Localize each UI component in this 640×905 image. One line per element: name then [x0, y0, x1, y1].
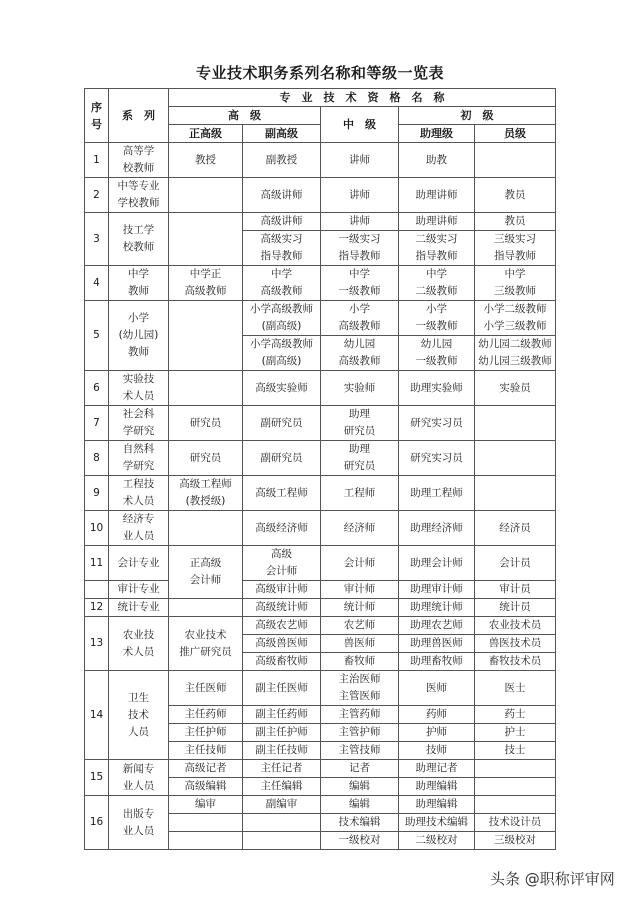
cell-mid: 助理 研究员: [321, 406, 399, 441]
cell-mid: 中学 一级教师: [321, 266, 399, 301]
cell-series: 审计专业: [109, 581, 169, 599]
cell-assist: 助理实验师: [399, 371, 475, 406]
cell-full: [169, 371, 243, 406]
cell-full: 高级编辑: [169, 778, 243, 796]
cell-full: 高级工程师 (教授级): [169, 476, 243, 511]
cell-no: 2: [85, 178, 109, 213]
table-row: [85, 266, 556, 301]
cell-series: 会计专业: [109, 546, 169, 581]
cell-vice: 高级实习 指导教师: [243, 231, 321, 266]
cell-vice: 副研究员: [243, 406, 321, 441]
cell-series: 统计专业: [109, 599, 169, 617]
cell-mid: 助理 研究员: [321, 441, 399, 476]
cell-vice: 高级工程师: [243, 476, 321, 511]
table-row: [85, 476, 556, 511]
cell-mid: 讲师: [321, 143, 399, 178]
cell-vice: 副研究员: [243, 441, 321, 476]
cell-member: 畜牧技术员: [475, 653, 556, 671]
cell-mid: 农艺师: [321, 617, 399, 635]
cell-no: 16: [85, 796, 109, 850]
cell-no: 3: [85, 213, 109, 266]
cell-mid: 经济师: [321, 511, 399, 546]
table-row: [85, 599, 556, 617]
cell-mid: 一级校对: [321, 832, 399, 850]
cell-assist: 助理技术编辑: [399, 814, 475, 832]
cell-mid: 工程师: [321, 476, 399, 511]
cell-vice: 副教授: [243, 143, 321, 178]
cell-full: 农业技术 推广研究员: [169, 617, 243, 671]
cell-assist: 护师: [399, 724, 475, 742]
table-row: [85, 143, 556, 178]
cell-member: 三级校对: [475, 832, 556, 850]
cell-full: 主任医师: [169, 671, 243, 706]
cell-series: 中学 教师: [109, 266, 169, 301]
header-full-senior: 正高级: [169, 125, 243, 143]
cell-member: 幼儿园二级教师 幼儿园三级教师: [475, 336, 556, 371]
cell-mid: 统计师: [321, 599, 399, 617]
cell-member: 统计员: [475, 599, 556, 617]
cell-no: 15: [85, 760, 109, 796]
cell-member: 技术设计员: [475, 814, 556, 832]
cell-member: 农业技术员: [475, 617, 556, 635]
cell-full: [169, 178, 243, 213]
cell-mid: 记者: [321, 760, 399, 778]
cell-full: 高级记者: [169, 760, 243, 778]
cell-full: [169, 832, 243, 850]
cell-no: 8: [85, 441, 109, 476]
cell-member: 实验员: [475, 371, 556, 406]
cell-series: 经济专 业人员: [109, 511, 169, 546]
cell-full: 主任护师: [169, 724, 243, 742]
table-row: [85, 581, 556, 599]
cell-no: 7: [85, 406, 109, 441]
cell-member: 小学二级教师 小学三级教师: [475, 301, 556, 336]
cell-member: [475, 760, 556, 778]
cell-mid: 实验师: [321, 371, 399, 406]
cell-member: [475, 143, 556, 178]
table-row: [85, 213, 556, 231]
cell-vice: 高级统计师: [243, 599, 321, 617]
cell-full: 主任药师: [169, 706, 243, 724]
cell-no: 12: [85, 599, 109, 617]
cell-vice: 副主任医师: [243, 671, 321, 706]
cell-mid: 小学 高级教师: [321, 301, 399, 336]
cell-vice: 副编审: [243, 796, 321, 814]
cell-member: 会计员: [475, 546, 556, 581]
cell-full: [169, 511, 243, 546]
cell-mid: 技术编辑: [321, 814, 399, 832]
cell-full: 中学正 高级教师: [169, 266, 243, 301]
page-title: 专业技术职务系列名称和等级一览表: [195, 64, 444, 82]
cell-vice: 主任记者: [243, 760, 321, 778]
table-row: [85, 511, 556, 546]
cell-assist: 医师: [399, 671, 475, 706]
cell-assist: 中学 二级教师: [399, 266, 475, 301]
cell-member: 兽医技术员: [475, 635, 556, 653]
cell-member: [475, 778, 556, 796]
cell-no: 14: [85, 671, 109, 760]
cell-vice: [243, 832, 321, 850]
cell-assist: 助理统计师: [399, 599, 475, 617]
cell-member: [475, 441, 556, 476]
table-row: [85, 671, 556, 706]
table-row: [85, 371, 556, 406]
cell-vice: 高级畜牧师: [243, 653, 321, 671]
cell-series: 工程技 术人员: [109, 476, 169, 511]
cell-member: 医士: [475, 671, 556, 706]
cell-member: 教员: [475, 213, 556, 231]
cell-full: 教授: [169, 143, 243, 178]
cell-assist: 研究实习员: [399, 441, 475, 476]
cell-mid: 主管技师: [321, 742, 399, 760]
cell-full: [169, 814, 243, 832]
cell-full: 研究员: [169, 406, 243, 441]
cell-vice: 高级讲师: [243, 213, 321, 231]
header-senior: 高 级: [169, 107, 321, 125]
cell-no: 9: [85, 476, 109, 511]
cell-assist: 助理编辑: [399, 778, 475, 796]
cell-assist: 助理讲师: [399, 178, 475, 213]
cell-assist: 助理审计师: [399, 581, 475, 599]
cell-member: [475, 406, 556, 441]
cell-no: 13: [85, 617, 109, 671]
cell-mid: 主治医师 主管医师: [321, 671, 399, 706]
cell-member: [475, 796, 556, 814]
cell-series: 中等专业 学校教师: [109, 178, 169, 213]
cell-member: 技士: [475, 742, 556, 760]
cell-series: 卫生 技术 人员: [109, 671, 169, 760]
table-row: [85, 406, 556, 441]
cell-vice: 主任编辑: [243, 778, 321, 796]
cell-mid: 兽医师: [321, 635, 399, 653]
cell-vice: 高级农艺师: [243, 617, 321, 635]
cell-mid: 审计师: [321, 581, 399, 599]
cell-member: 三级实习 指导教师: [475, 231, 556, 266]
cell-series: 农业技 术人员: [109, 617, 169, 671]
cell-member: 经济员: [475, 511, 556, 546]
cell-mid: 主管药师: [321, 706, 399, 724]
header-member: 员级: [475, 125, 556, 143]
cell-full: [169, 301, 243, 371]
cell-vice: 小学高级教师 (副高级): [243, 301, 321, 336]
cell-series: 新闻专 业人员: [109, 760, 169, 796]
cell-vice: 高级审计师: [243, 581, 321, 599]
table-row: [85, 441, 556, 476]
cell-mid: 主管护师: [321, 724, 399, 742]
cell-assist: 助理畜牧师: [399, 653, 475, 671]
cell-vice: 副主任技师: [243, 742, 321, 760]
header-qualification: 专 业 技 术 资 格 名 称: [169, 89, 556, 107]
cell-series: 出版专 业人员: [109, 796, 169, 850]
cell-vice: 高级 会计师: [243, 546, 321, 581]
cell-vice: 副主任护师: [243, 724, 321, 742]
cell-mid: 讲师: [321, 178, 399, 213]
header-middle: 中 级: [321, 107, 399, 143]
cell-series: 实验技 术人员: [109, 371, 169, 406]
cell-full: 编审: [169, 796, 243, 814]
table-row: [85, 301, 556, 336]
cell-assist: 二级实习 指导教师: [399, 231, 475, 266]
cell-mid: 畜牧师: [321, 653, 399, 671]
cell-assist: 助理编辑: [399, 796, 475, 814]
cell-member: 教员: [475, 178, 556, 213]
cell-assist: 助理农艺师: [399, 617, 475, 635]
cell-full: [169, 213, 243, 266]
cell-full: 主任技师: [169, 742, 243, 760]
cell-vice: 副主任药师: [243, 706, 321, 724]
header-vice-senior: 副高级: [243, 125, 321, 143]
cell-full: [169, 599, 243, 617]
cell-vice: 高级经济师: [243, 511, 321, 546]
cell-full: 研究员: [169, 441, 243, 476]
cell-series: 高等学 校教师: [109, 143, 169, 178]
cell-no: 1: [85, 143, 109, 178]
cell-vice: 小学高级教师 (副高级): [243, 336, 321, 371]
cell-assist: 助理经济师: [399, 511, 475, 546]
cell-series: 社会科 学研究: [109, 406, 169, 441]
cell-vice: 中学 高级教师: [243, 266, 321, 301]
table-row: [85, 617, 556, 635]
cell-assist: 二级校对: [399, 832, 475, 850]
cell-no: 6: [85, 371, 109, 406]
cell-assist: 研究实习员: [399, 406, 475, 441]
cell-no: 5: [85, 301, 109, 371]
table-row: [85, 178, 556, 213]
cell-mid: 编辑: [321, 778, 399, 796]
cell-member: 药士: [475, 706, 556, 724]
qualification-table: [84, 88, 556, 850]
cell-series: 自然科 学研究: [109, 441, 169, 476]
cell-mid: 会计师: [321, 546, 399, 581]
watermark: 头条 @职称评审网: [490, 870, 615, 888]
cell-series: 小学 (幼儿园) 教师: [109, 301, 169, 371]
cell-mid: 讲师: [321, 213, 399, 231]
cell-no: 10: [85, 511, 109, 546]
cell-assist: 助理记者: [399, 760, 475, 778]
cell-mid: 编辑: [321, 796, 399, 814]
cell-assist: 助理会计师: [399, 546, 475, 581]
cell-series: 技工学 校教师: [109, 213, 169, 266]
header-series: 系 列: [109, 89, 169, 143]
cell-vice: 高级讲师: [243, 178, 321, 213]
cell-vice: 高级兽医师: [243, 635, 321, 653]
table-row: [85, 546, 556, 581]
header-no: 序 号: [85, 89, 109, 143]
table-row: [85, 760, 556, 778]
cell-no: 4: [85, 266, 109, 301]
cell-assist: 助教: [399, 143, 475, 178]
cell-full: 正高级 会计师: [169, 546, 243, 599]
header-junior: 初 级: [399, 107, 556, 125]
cell-member: 审计员: [475, 581, 556, 599]
cell-assist: 助理讲师: [399, 213, 475, 231]
cell-vice: [243, 814, 321, 832]
cell-mid: 一级实习 指导教师: [321, 231, 399, 266]
table-row: [85, 796, 556, 814]
header-assistant: 助理级: [399, 125, 475, 143]
cell-assist: 幼儿园 一级教师: [399, 336, 475, 371]
cell-assist: 技师: [399, 742, 475, 760]
cell-assist: 助理工程师: [399, 476, 475, 511]
cell-assist: 小学 一级教师: [399, 301, 475, 336]
cell-member: 中学 三级教师: [475, 266, 556, 301]
cell-mid: 幼儿园 高级教师: [321, 336, 399, 371]
cell-assist: 药师: [399, 706, 475, 724]
cell-vice: 高级实验师: [243, 371, 321, 406]
cell-assist: 助理兽医师: [399, 635, 475, 653]
cell-no: 11: [85, 546, 109, 581]
cell-member: 护士: [475, 724, 556, 742]
cell-no: [85, 581, 109, 599]
cell-member: [475, 476, 556, 511]
